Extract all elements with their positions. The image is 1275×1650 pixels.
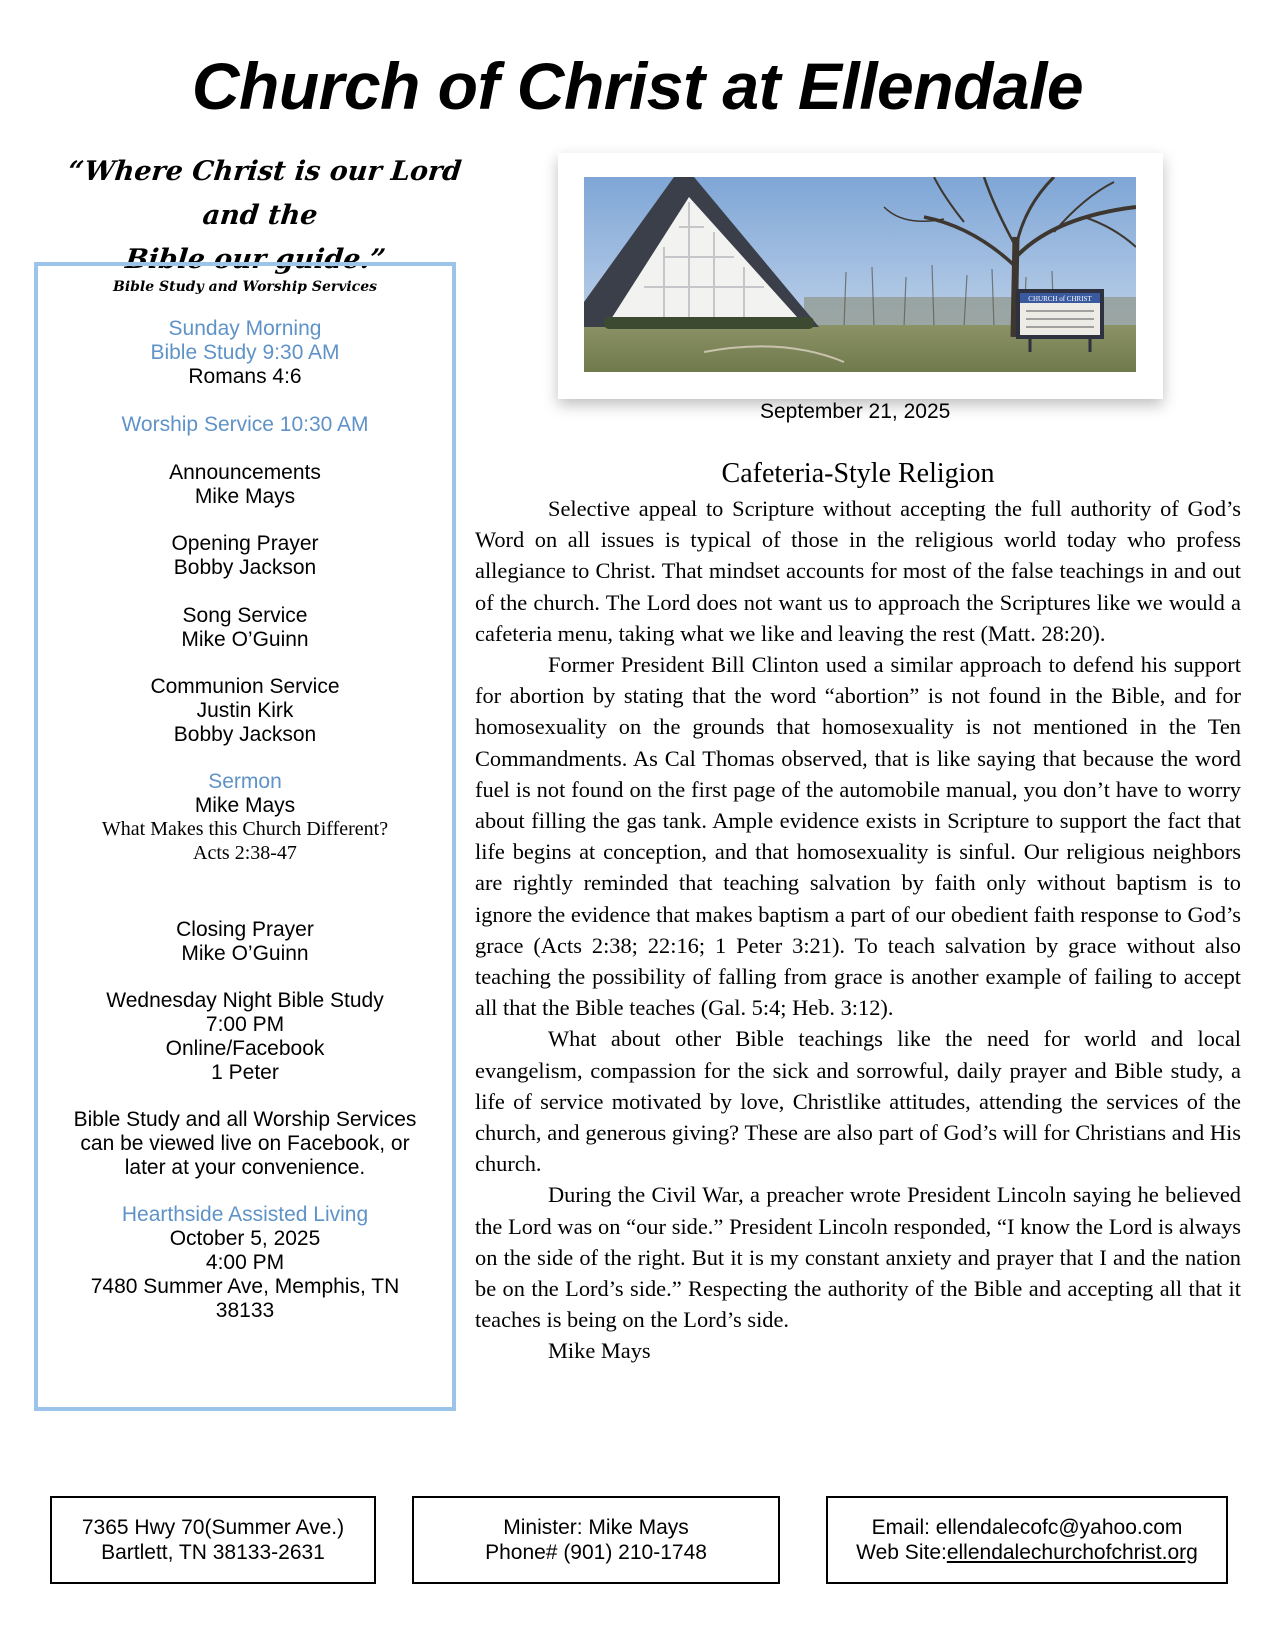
communion-name-2: Bobby Jackson [173, 723, 317, 746]
article-signature: Mike Mays [548, 1338, 651, 1364]
footer-phone: Phone# (901) 210-1748 [485, 1541, 707, 1564]
wednesday-label: Wednesday Night Bible Study [106, 989, 384, 1012]
tagline-line-1: “Where Christ is our Lord and the [66, 156, 463, 231]
bible-study-time: Bible Study 9:30 AM [150, 341, 340, 364]
wednesday-time: 7:00 PM [205, 1013, 285, 1036]
article-paragraph-3: What about other Bible teachings like the need for world and local evangelism, compassion for the sick and sorrowful, daily prayer and Bible study, a life of service motivated by love, Christlike attitudes, attending the services of the church, and generous giving? These are also part of God’s will for Christians and His church. [475, 1026, 1241, 1177]
hearthside-zip: 38133 [215, 1299, 275, 1322]
bulletin-date: September 21, 2025 [760, 400, 951, 423]
photo-sign-text: CHURCH of CHRIST [1028, 295, 1092, 303]
closing-prayer-name: Mike O’Guinn [181, 942, 309, 965]
article-body [475, 493, 1241, 1367]
closing-prayer-label: Closing Prayer [176, 918, 314, 941]
opening-prayer-name: Bobby Jackson [173, 556, 317, 579]
article-title: Cafeteria-Style Religion [721, 458, 995, 489]
livestream-line-2: can be viewed live on Facebook, or [80, 1132, 410, 1155]
opening-prayer-label: Opening Prayer [171, 532, 319, 555]
article-paragraph-4: During the Civil War, a preacher wrote President Lincoln saying he believed the Lord was on “our side.” President Lincoln responded, “I know the Lord is always on the side of the right. But it is my constant anxiety and prayer that I and the nation be on the Lord’s side.” Respecting the authority of the Bible and accepting all that it teaches is being on the Lord’s side. [475, 1182, 1241, 1333]
hearthside-label: Hearthside Assisted Living [121, 1203, 369, 1226]
communion-label: Communion Service [150, 675, 340, 698]
hearthside-date: October 5, 2025 [169, 1227, 321, 1250]
footer-address-line-1: 7365 Hwy 70(Summer Ave.) [81, 1516, 345, 1539]
livestream-line-3: later at your convenience. [124, 1156, 366, 1179]
hearthside-address: 7480 Summer Ave, Memphis, TN [90, 1275, 400, 1298]
page-title: Church of Christ at Ellendale [191, 49, 1084, 123]
sermon-title: What Makes this Church Different? [101, 818, 389, 840]
footer-email: Email: ellendalecofc@yahoo.com [871, 1516, 1183, 1539]
footer-address-line-2: Bartlett, TN 38133-2631 [101, 1541, 325, 1564]
footer-website-label: Web Site: [856, 1541, 947, 1564]
livestream-line-1: Bible Study and all Worship Services [73, 1108, 417, 1131]
sunday-morning-label: Sunday Morning [168, 317, 322, 340]
church-building-photo [584, 177, 1136, 372]
footer-address-box [50, 1496, 376, 1584]
tagline-line-2: Bible our guide.” [123, 244, 387, 275]
services-box [34, 262, 456, 1411]
sermon-scripture: Acts 2:38-47 [193, 842, 297, 864]
church-photo-frame [558, 153, 1163, 399]
footer-minister-box [412, 1496, 780, 1584]
footer-contact-box [826, 1496, 1228, 1584]
song-service-name: Mike O’Guinn [181, 628, 309, 651]
bible-study-text: Romans 4:6 [188, 365, 302, 388]
hearthside-time: 4:00 PM [205, 1251, 285, 1274]
sermon-label: Sermon [208, 770, 282, 793]
wednesday-text: 1 Peter [211, 1061, 279, 1084]
announcements-label: Announcements [169, 461, 321, 484]
sermon-speaker: Mike Mays [194, 794, 296, 817]
footer-website [828, 1540, 1226, 1565]
services-heading: Bible Study and Worship Services [112, 279, 377, 295]
announcements-name: Mike Mays [194, 485, 296, 508]
worship-service-time: Worship Service 10:30 AM [121, 413, 369, 436]
song-service-label: Song Service [182, 604, 308, 627]
article-paragraph-1: Selective appeal to Scripture without accepting the full authority of God’s Word on all issues is typical of those in the religious world today who profess allegiance to Christ. That mindset accounts for most of the false teachings in and out of the church. The Lord does not want us to approach the Scriptures like we would a cafeteria menu, taking what we like and leaving the rest (Matt. 28:20). [475, 496, 1241, 646]
article-paragraph-2: Former President Bill Clinton used a similar approach to defend his support for abortion by stating that the word “abortion” is not found in the Bible, and for homosexuality on the grounds that homosexuality is not mentioned in the Ten Commandments. As Cal Thomas observed, that is like saying that because the word fuel is not found on the first page of the automobile manual, you don’t have to worry about filling the gas tank. Ample evidence exists in Scripture to support the fact that life begins at conception, and that homosexuality is sinful. Our religious neighbors are rightly reminded that teaching salvation by faith only without baptism is to ignore the evidence that makes baptism a part of our obedient faith response to God’s grace (Acts 2:38; 22:16; 1 Peter 3:21). To teach salvation by grace without also teaching the possibility of falling from grace is another example of failing to accept all that the Bible teaches (Gal. 5:4; Heb. 3:12). [475, 652, 1241, 1021]
footer-minister: Minister: Mike Mays [503, 1516, 689, 1539]
footer-website-link[interactable]: ellendalechurchofchrist.org [946, 1541, 1198, 1564]
wednesday-location: Online/Facebook [165, 1037, 325, 1060]
communion-name-1: Justin Kirk [196, 699, 294, 722]
